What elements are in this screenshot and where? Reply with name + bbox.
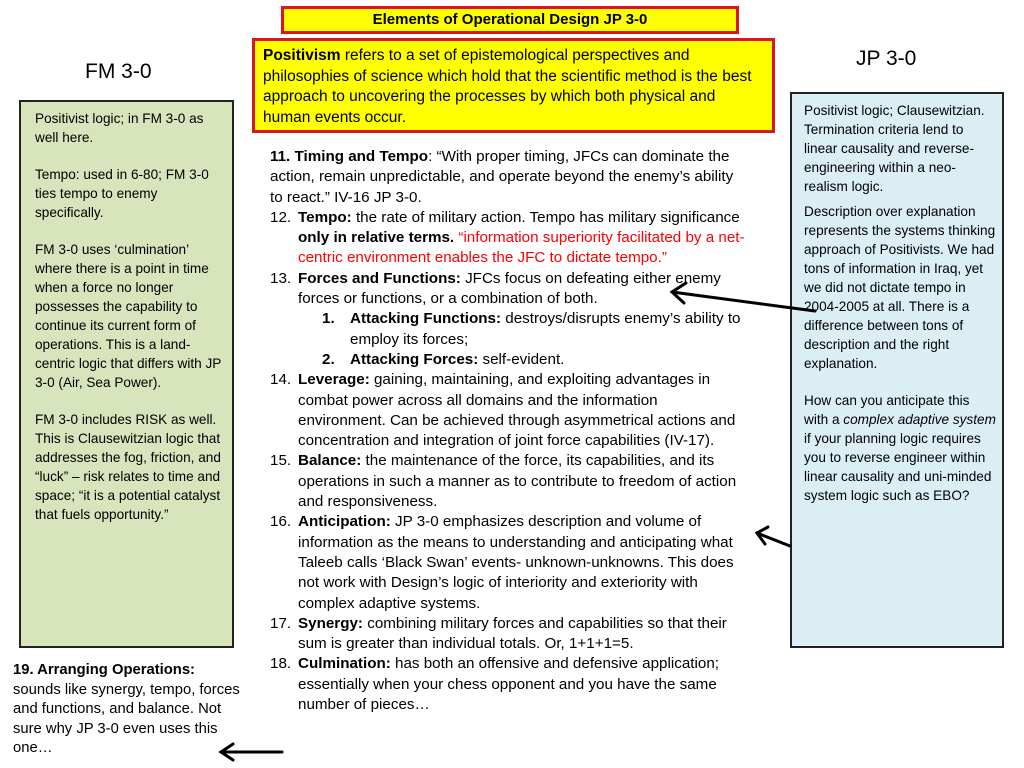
fm-note-4: FM 3-0 includes RISK as well. This is Clausewitzian logic that addresses the fog, friction, and “luck” – risk relates to time and space; “it is a potential catalyst that fuels opportunity.” [35, 412, 221, 522]
definition-text: refers to a set of epistemological perspectives and philosophies of science which hold that the scientific method is the best approach to uncovering the processes by which both physical and human events occur. [263, 47, 752, 126]
arranging-operations-label: 19. Arranging Operations: [13, 662, 195, 678]
list-item-11: 11. Timing and Tempo: “With proper timing, JFCs can dominate the action, remain unpredictable, and operate beyond the enemy’s ability to react.” IV-16 JP 3-0. [270, 148, 734, 206]
list-item-17: 17. Synergy: combining military forces and capabilities so that their sum is greater than individual totals. Or, 1+1+1=5. [270, 614, 727, 653]
fm-note-1: Positivist logic; in FM 3-0 as well here. [35, 111, 204, 145]
arranging-operations-text: sounds like synergy, tempo, forces and functions, and balance. Not sure why JP 3-0 even uses this one… [13, 681, 240, 756]
jp-header: JP 3-0 [856, 47, 917, 70]
list-item-12: 12. Tempo: the rate of military action. Tempo has military significance only in relative terms. “information superiority facilitated by a net-centric environment enables the JFC to dictate tempo.” [270, 208, 745, 267]
jp-note-3-emphasis: complex adaptive system [843, 412, 996, 427]
slide-title: Elements of Operational Design JP 3-0 [281, 6, 739, 34]
fm-note-3: FM 3-0 uses ‘culmination’ where there is a point in time when a force no longer possesses the capability to continue its current form of operations. This is a land-centric logic that differs with JP 3-0 (Air, Sea Power). [35, 242, 222, 390]
fm-header: FM 3-0 [85, 60, 152, 83]
jp-note-3: How can you anticipate this with a complex adaptive system if your planning logic requires you to reverse engineer within linear causality and uni-minded system logic such as EBO? [804, 393, 996, 503]
jp-note-1: Positivist logic; Clausewitzian. Termination criteria lend to linear causality and reverse-engineering within a neo-realism logic. [804, 103, 985, 194]
fm-note-2: Tempo: used in 6-80; FM 3-0 ties tempo to enemy specifically. [35, 167, 209, 220]
list-item-15: 15. Balance: the maintenance of the force, its capabilities, and its operations in such a manner as to contribute to freedom of action and responsiveness. [270, 452, 737, 511]
sub-item-13-1: 1. Attacking Functions: destroys/disrupts enemy’s ability to employ its forces; [322, 310, 741, 348]
list-item-16: 16. Anticipation: JP 3-0 emphasizes description and volume of information as the means to understanding and anticipating what Taleeb calls ‘Black Swan’ events- unknown-unknowns. This does not work with Design’s logic of interiority and exteriority with complex adaptive systems. [270, 513, 734, 612]
jp-note-2: Description over explanation represents the systems thinking approach of Positivists. We had tons of information in Iraq, yet we did not dictate tempo in 2004-2005 at all. There is a difference between tons of description and the right explanation. [804, 204, 996, 371]
definition-term: Positivism [263, 47, 341, 64]
list-item-13: 13. Forces and Functions: JFCs focus on defeating either enemy forces or functions, or a combination of both. [270, 269, 721, 308]
arrow-to-arranging [221, 744, 282, 760]
list-item-18: 18. Culmination: has both an offensive and defensive application; essentially when your chess opponent and you have the same number of pieces… [270, 655, 719, 714]
arrow-to-tempo [672, 283, 815, 311]
sub-item-13-2: 2. Attacking Forces: self-evident. [322, 350, 565, 368]
list-item-14: 14. Leverage: gaining, maintaining, and exploiting advantages in combat power across all domains and the information environment. Can be achieved through asymmetrical actions and concentration and integration of joint force capabilities (IV-17). [270, 371, 736, 450]
arrow-to-balance [757, 527, 790, 546]
